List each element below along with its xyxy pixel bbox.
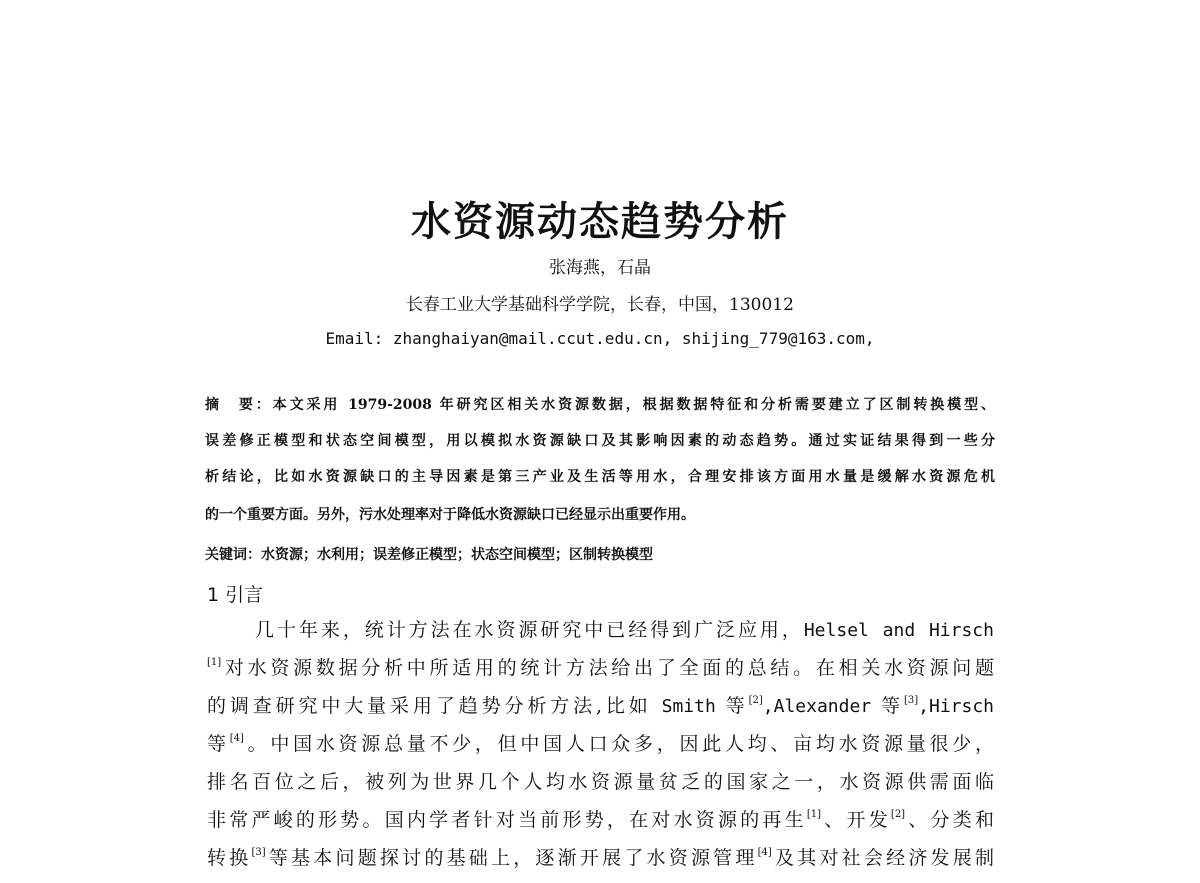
body-line <box>207 807 994 833</box>
body-text-segment: 几十年来，统计方法在水资源研究中已经得到广泛应用， <box>255 619 804 641</box>
body-text-segment: 。中国水资源总量不少，但中国人口众多，因此人均、亩均水资源量很少， <box>243 733 994 755</box>
citation-ref: [1] <box>806 809 822 820</box>
body-text-segment: 及其对社会经济发展制 <box>771 847 994 869</box>
citation-ref: [1] <box>207 657 222 668</box>
section-heading: 1 引言 <box>207 584 264 606</box>
citation-ref: [3] <box>251 847 266 858</box>
body-text-segment: 的调查研究中大量采用了趋势分析方法,比如 <box>207 695 662 717</box>
abstract-line: 误差修正模型和状态空间模型，用以模拟水资源缺口及其影响因素的动态趋势。通过实证结果得到一些分 <box>205 433 995 449</box>
citation-ref: [3] <box>903 695 919 706</box>
abstract-line: 摘 要：本文采用 1979-2008 年研究区相关水资源数据，根据数据特征和分析需要建立了区制转换模型、 <box>205 397 995 413</box>
body-text-segment: 、开发 <box>821 809 891 831</box>
citation-ref: [4] <box>757 847 772 858</box>
body-line <box>207 731 994 757</box>
author-emails: Email: zhanghaiyan@mail.ccut.edu.cn, shijing_779@163.com, <box>325 329 875 348</box>
body-line <box>207 693 994 719</box>
body-text-segment: 转换 <box>207 847 252 869</box>
body-text-segment: 、分类和 <box>905 809 994 831</box>
body-line <box>207 769 994 795</box>
citation-ref: [2] <box>890 809 906 820</box>
abstract-line: 析结论，比如水资源缺口的主导因素是第三产业及生活等用水，合理安排该方面用水量是缓解水资源危机 <box>205 469 995 485</box>
body-text-segment: 对水资源数据分析中所适用的统计方法给出了全面的总结。在相关水资源问题 <box>221 657 994 679</box>
body-text-segment: 非常严峻的形势。国内学者针对当前形势，在对水资源的再生 <box>207 809 807 831</box>
body-text-segment: 等基本问题探讨的基础上，逐渐开展了水资源管理 <box>265 847 758 869</box>
body-text-segment: Smith <box>661 696 716 717</box>
body-text-segment: 等 <box>871 695 904 717</box>
paper-title: 水资源动态趋势分析 <box>411 198 789 245</box>
keywords: 关键词：水资源；水利用；误差修正模型；状态空间模型；区制转换模型 <box>205 547 653 563</box>
body-line <box>255 617 994 643</box>
body-text-segment: ,Hirsch <box>918 696 994 717</box>
citation-ref: [2] <box>748 695 763 706</box>
body-line <box>207 655 994 681</box>
body-text-segment: 排名百位之后，被列为世界几个人均水资源量贫乏的国家之一，水资源供需面临 <box>207 771 994 793</box>
body-text-segment: Helsel and Hirsch <box>803 620 994 641</box>
body-text-segment: 等 <box>207 733 230 755</box>
body-text-segment: 等 <box>715 695 749 717</box>
body-text-segment: ,Alexander <box>762 696 872 717</box>
paper-affiliation: 长春工业大学基础科学学院，长春，中国，130012 <box>406 295 794 315</box>
body-line <box>207 845 994 871</box>
citation-ref: [4] <box>229 733 244 744</box>
paper-authors: 张海燕，石晶 <box>549 258 651 278</box>
abstract-line: 的一个重要方面。另外，污水处理率对于降低水资源缺口已经显示出重要作用。 <box>205 507 695 523</box>
